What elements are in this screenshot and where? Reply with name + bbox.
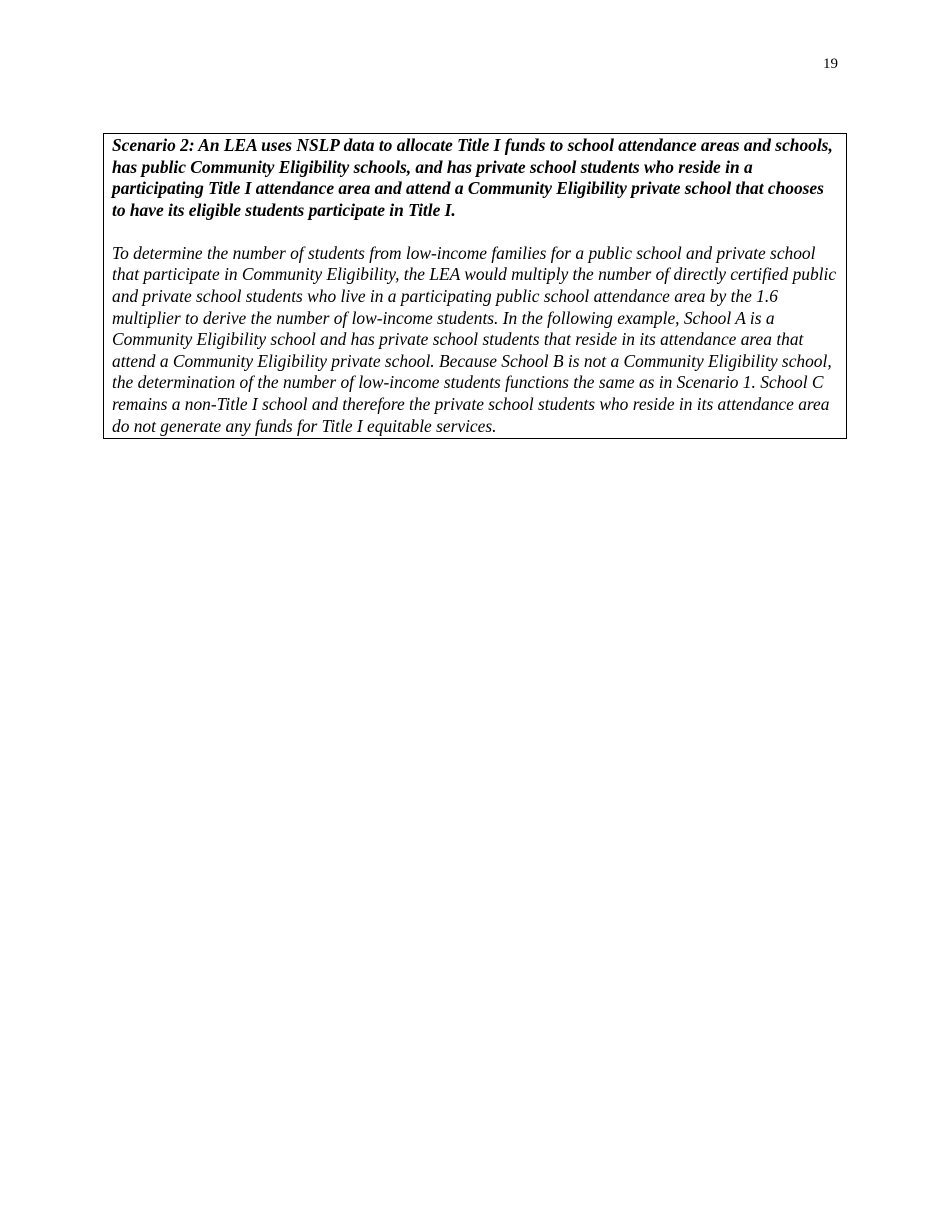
- scenario-heading: Scenario 2: An LEA uses NSLP data to allocate Title I funds to school attendance areas and schools, has public Community Eligibility schools, and has private school students who reside in a participating Title I attendance area and attend a Community Eligibility private school that chooses to have its eligible students participate in Title I.: [112, 135, 833, 221]
- scenario-body: To determine the number of students from low-income families for a public school and private school that participate in Community Eligibility, the LEA would multiply the number of directly certified public and private school students who live in a participating public school attendance area by the 1.6 multiplier to derive the number of low-income students. In the following example, School A is a Community Eligibility school and has private school students that reside in its attendance area that attend a Community Eligibility private school. Because School B is not a Community Eligibility school, the determination of the number of low-income students functions the same as in Scenario 1. School C remains a non-Title I school and therefore the private school students who reside in its attendance area do not generate any funds for Title I equitable services.: [112, 242, 837, 436]
- page-number: 19: [823, 56, 838, 72]
- scenario-box: [103, 133, 847, 439]
